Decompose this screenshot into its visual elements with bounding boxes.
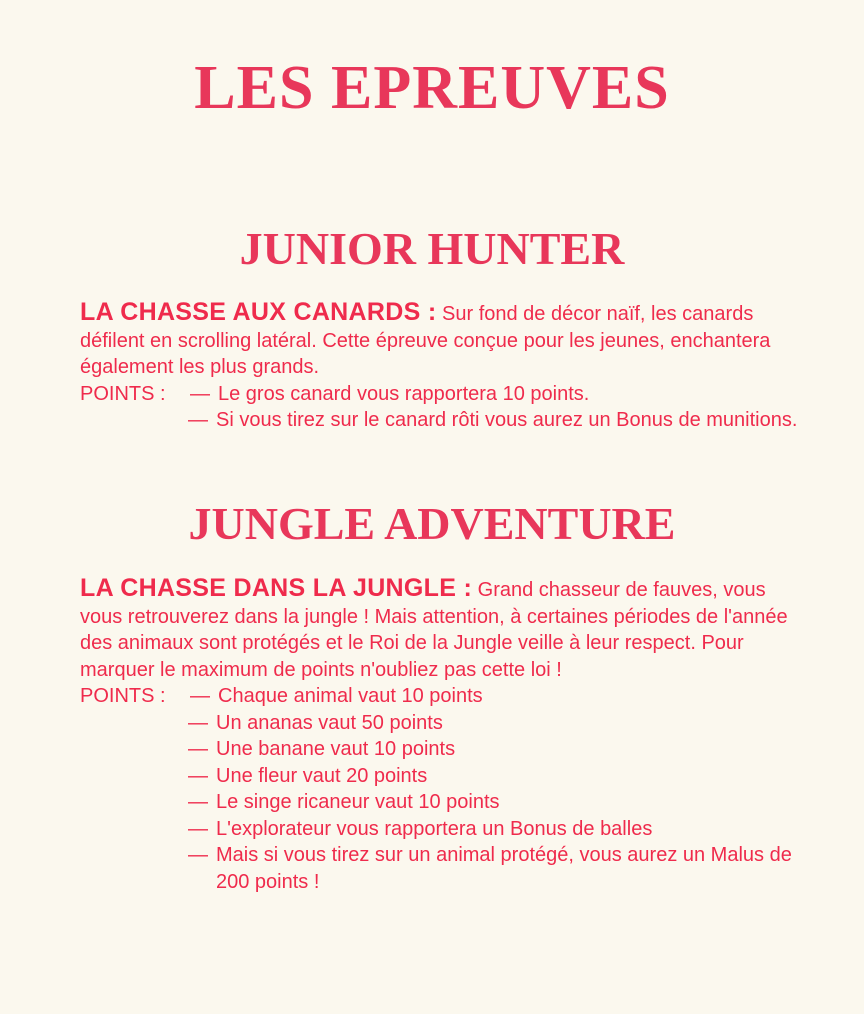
page-title: LES EPREUVES bbox=[194, 54, 670, 122]
points-list bbox=[188, 407, 800, 434]
dash: — bbox=[188, 409, 208, 431]
points-item-row bbox=[188, 710, 800, 737]
section-jungle-adventure bbox=[80, 575, 800, 895]
section-description bbox=[80, 299, 800, 381]
event-heading: LA CHASSE AUX CANARDS : bbox=[80, 298, 437, 326]
points-item-row bbox=[188, 816, 800, 843]
dash: — bbox=[188, 844, 208, 866]
points-item: Chaque animal vaut 10 points bbox=[218, 685, 483, 707]
section-title-junior-hunter: JUNIOR HUNTER bbox=[239, 223, 625, 274]
points-label: POINTS : bbox=[80, 685, 166, 707]
points-item: Le gros canard vous rapportera 10 points. bbox=[218, 382, 590, 405]
section-junior-hunter bbox=[80, 299, 800, 434]
points-item: Un ananas vaut 50 points bbox=[216, 711, 443, 734]
dash: — bbox=[188, 791, 208, 813]
points-item: L'explorateur vous rapportera un Bonus de balles bbox=[216, 817, 653, 840]
points-item: Si vous tirez sur le canard rôti vous aurez un Bonus de munitions. bbox=[216, 409, 798, 431]
points-first-row bbox=[80, 381, 800, 408]
points-item: Le singe ricaneur vaut 10 points bbox=[216, 791, 500, 813]
points-label: POINTS : bbox=[80, 382, 166, 405]
points-item: Mais si vous tirez sur un animal protégé, vous aurez un Malus de 200 points ! bbox=[216, 844, 792, 893]
section-title-jungle-adventure: JUNGLE ADVENTURE bbox=[188, 498, 676, 549]
points-first-row bbox=[80, 683, 800, 710]
dash: — bbox=[188, 738, 208, 760]
event-description: Sur fond de décor naïf, les canards défilent en scrolling latéral. Cette épreuve conçue pour les jeunes, enchantera également les plus grands. bbox=[80, 303, 771, 378]
dash: — bbox=[188, 764, 208, 787]
points-item-row bbox=[188, 736, 800, 763]
points-item-row bbox=[188, 789, 800, 816]
points-item-row bbox=[188, 842, 800, 895]
points-item: Une banane vaut 10 points bbox=[216, 738, 456, 760]
dash: — bbox=[190, 382, 210, 405]
points-list bbox=[188, 710, 800, 896]
event-heading: LA CHASSE DANS LA JUNGLE : bbox=[80, 574, 473, 602]
points-item-row bbox=[188, 407, 800, 434]
dash: — bbox=[190, 685, 210, 707]
section-description bbox=[80, 575, 800, 683]
dash: — bbox=[188, 817, 208, 840]
dash: — bbox=[188, 711, 208, 734]
points-item-row bbox=[188, 763, 800, 790]
event-description: Grand chasseur de fauves, vous vous retrouverez dans la jungle ! Mais attention, à certaines périodes de l'année des animaux sont protégés et le Roi de la Jungle veille à leur respect. Pour marquer le maximum de points n'oubliez pas cette loi ! bbox=[80, 579, 788, 681]
points-item: Une fleur vaut 20 points bbox=[216, 764, 428, 787]
